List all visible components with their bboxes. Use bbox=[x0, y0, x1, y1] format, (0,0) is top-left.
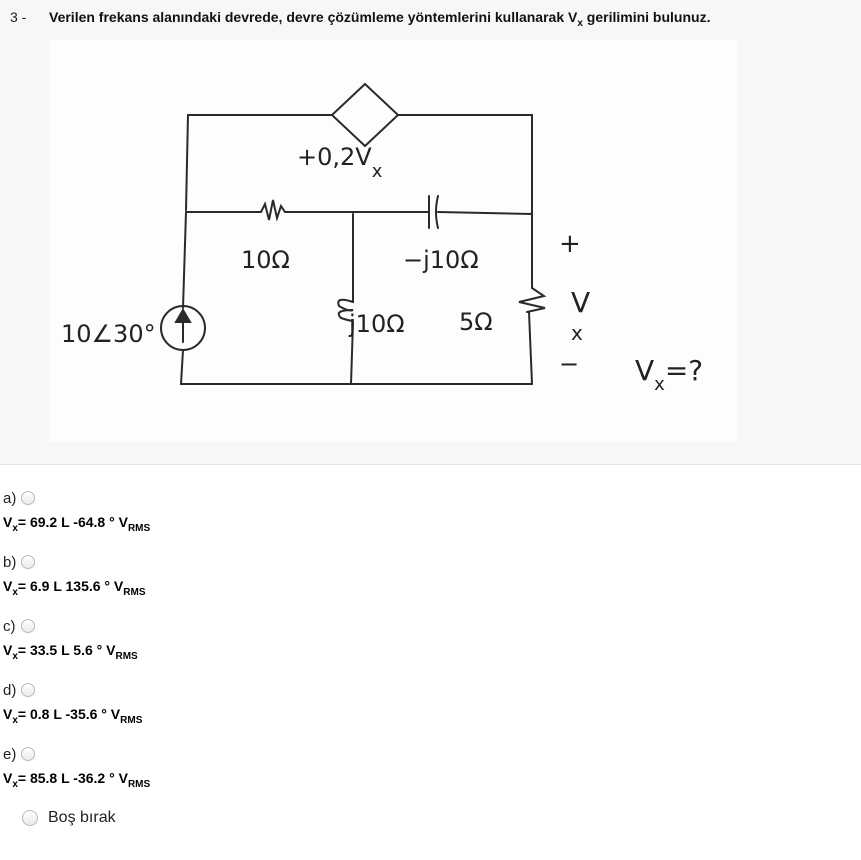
dependent-source-label: $+0,2V_x$ bbox=[297, 143, 383, 182]
wire-mid-right bbox=[438, 212, 532, 214]
current-source-label: 10∠30° bbox=[61, 320, 156, 348]
wire-left-mid bbox=[183, 212, 186, 308]
option-letter: b) bbox=[3, 553, 17, 571]
wire-left-upper bbox=[186, 115, 188, 210]
vx-question-label: $V_x=$? bbox=[635, 354, 704, 395]
option-answer: $V_x= 0.8$ L -35.6 ° $V_{RMS}$ bbox=[3, 706, 143, 726]
vx-plus-label: + bbox=[559, 229, 581, 259]
wire-right-lower bbox=[529, 312, 532, 384]
radio-button[interactable] bbox=[21, 683, 35, 697]
circuit-figure bbox=[49, 40, 737, 442]
vx-minus-label: − bbox=[559, 350, 580, 378]
radio-button[interactable] bbox=[21, 619, 35, 633]
current-source-arrowhead bbox=[176, 310, 190, 322]
resistor-10-label: 10Ω bbox=[241, 246, 290, 274]
option-d[interactable] bbox=[3, 680, 142, 726]
option-letter: d) bbox=[3, 681, 17, 699]
capacitor-label: −j10Ω bbox=[403, 246, 479, 274]
skip-label: Boş bırak bbox=[48, 809, 116, 826]
skip-option[interactable] bbox=[22, 809, 116, 827]
inductor-label: j10Ω bbox=[349, 310, 405, 338]
option-b[interactable] bbox=[3, 552, 146, 598]
option-letter: e) bbox=[3, 745, 17, 763]
radio-button[interactable] bbox=[21, 491, 35, 505]
vx-label: V x bbox=[571, 286, 591, 345]
option-letter: c) bbox=[3, 617, 16, 635]
option-letter: a) bbox=[3, 489, 17, 507]
wire-left-lower bbox=[181, 350, 183, 384]
option-answer: $V_x= 6.9$ L 135.6 ° $V_{RMS}$ bbox=[3, 578, 146, 598]
radio-button[interactable] bbox=[21, 747, 35, 761]
option-answer: $V_x= 33.5$ L 5.6 ° $V_{RMS}$ bbox=[3, 642, 138, 662]
option-e[interactable] bbox=[3, 744, 150, 790]
dependent-source-diamond bbox=[332, 84, 398, 146]
resistor-10 bbox=[186, 200, 429, 220]
resistor-5-label: 5Ω bbox=[459, 308, 493, 336]
option-a[interactable] bbox=[3, 488, 150, 534]
question-number: 3 - bbox=[10, 9, 27, 25]
skip-radio-button[interactable] bbox=[22, 810, 38, 826]
option-c[interactable] bbox=[3, 616, 138, 662]
option-answer: $V_x= 85.8$ L -36.2 ° $V_{RMS}$ bbox=[3, 770, 151, 790]
question-text: Verilen frekans alanındaki devrede, devre çözümleme yöntemlerini kullanarak $V_x$ gerilimini bulunuz. bbox=[49, 9, 711, 29]
resistor-5 bbox=[519, 288, 545, 312]
circuit-diagram bbox=[49, 40, 737, 442]
option-answer: $V_x= 69.2$ L -64.8 ° $V_{RMS}$ bbox=[3, 514, 151, 534]
radio-button[interactable] bbox=[21, 555, 35, 569]
